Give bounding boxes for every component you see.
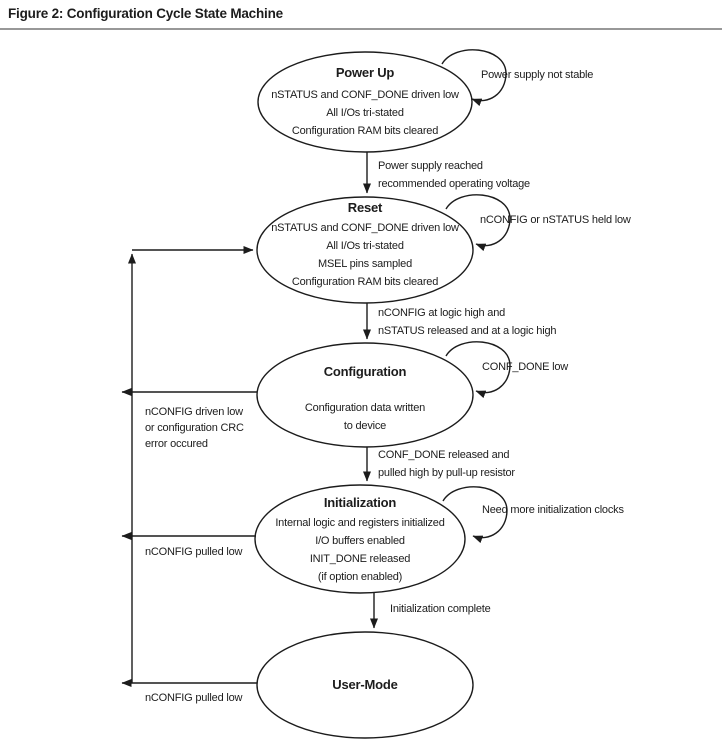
- transition-label-line: CONF_DONE released and: [378, 449, 510, 461]
- state-initialization-body: [200, 514, 520, 586]
- transition-label-configuration-to-initialization: [378, 446, 515, 482]
- state-body-line: (if option enabled): [317, 571, 403, 583]
- state-body-line: I/O buffers enabled: [315, 535, 405, 547]
- state-initialization: [200, 494, 520, 586]
- self-loop-label-initialization: Need more initialization clocks: [482, 504, 624, 516]
- transition-label-user-mode-to-reset: nCONFIG pulled low: [145, 692, 243, 704]
- state-body-line: Configuration RAM bits cleared: [291, 125, 439, 137]
- state-body-line: nSTATUS and CONF_DONE driven low: [271, 222, 459, 234]
- transition-label-line: nCONFIG at logic high and: [378, 307, 506, 319]
- state-body-line: nSTATUS and CONF_DONE driven low: [271, 89, 459, 101]
- state-body-line: All I/Os tri-stated: [326, 240, 404, 252]
- state-power-up-body: [205, 86, 525, 140]
- state-body-line: INIT_DONE released: [309, 553, 411, 565]
- state-body-line: Configuration RAM bits cleared: [291, 276, 439, 288]
- state-user-mode: [205, 676, 525, 693]
- state-reset: [205, 199, 525, 291]
- state-configuration-body: [205, 399, 525, 435]
- transition-label-line: recommended operating voltage: [378, 178, 530, 190]
- transition-label-line: Power supply reached: [378, 160, 483, 172]
- transition-label-line: or configuration CRC: [145, 422, 244, 434]
- state-power-up: [205, 64, 525, 140]
- state-initialization-title: Initialization: [323, 495, 397, 510]
- transition-label-initialization-to-reset: nCONFIG pulled low: [145, 546, 243, 558]
- state-body-line: Internal logic and registers initialized: [275, 517, 445, 529]
- state-user-mode-title: User-Mode: [332, 677, 398, 692]
- self-loop-label-configuration: CONF_DONE low: [482, 361, 569, 373]
- transition-label-line: error occured: [145, 438, 208, 450]
- state-reset-title: Reset: [347, 200, 383, 215]
- transition-label-initialization-to-user-mode: Initialization complete: [390, 603, 491, 615]
- state-reset-body: [205, 219, 525, 291]
- transition-label-line: pulled high by pull-up resistor: [378, 467, 515, 479]
- state-body-line: Configuration data written: [304, 402, 426, 414]
- state-body-line: MSEL pins sampled: [317, 258, 412, 270]
- state-configuration: [205, 363, 525, 435]
- state-body-line: to device: [343, 420, 387, 432]
- state-configuration-title: Configuration: [323, 364, 407, 379]
- transition-label-reset-to-configuration: [378, 304, 556, 340]
- transition-label-line: nSTATUS released and at a logic high: [378, 325, 557, 337]
- transition-label-power-up-to-reset: [378, 157, 530, 193]
- transition-label-line: nCONFIG driven low: [145, 406, 243, 418]
- state-power-up-title: Power Up: [335, 65, 395, 80]
- transition-label-configuration-to-reset: [145, 404, 244, 452]
- self-loop-label-reset: nCONFIG or nSTATUS held low: [480, 214, 631, 226]
- state-body-line: All I/Os tri-stated: [326, 107, 404, 119]
- self-loop-label-power-up: Power supply not stable: [481, 69, 594, 81]
- figure-title: Figure 2: Configuration Cycle State Machine: [8, 6, 283, 21]
